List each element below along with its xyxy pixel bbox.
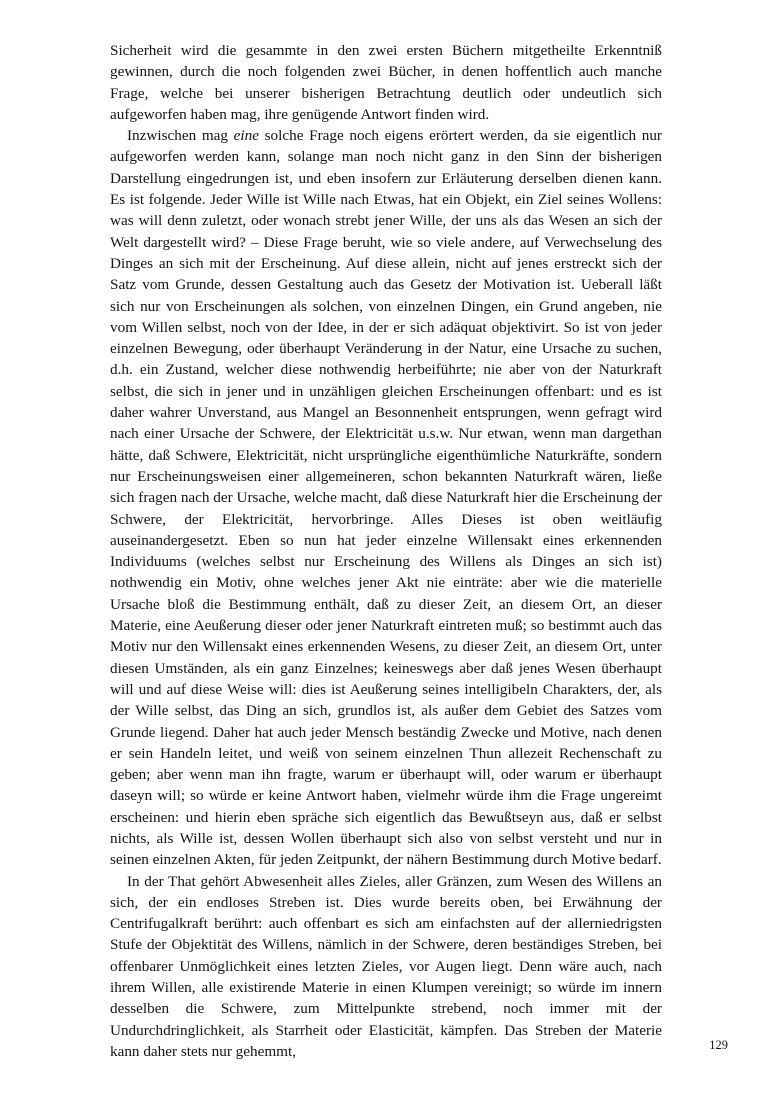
paragraph-text: solche Frage noch eigens erörtert werden, da sie eigentlich nur aufgeworfen werden kann, solange man noch nicht ganz in den Sinn der bisherigen Darstellung eingedrungen ist, und eben insofern zur Erläuterung derselben dienen kann. Es ist folgende. Jeder Wille ist Wille nach Etwas, hat ein Objekt, ein Ziel seines Wollens: was will denn zuletzt, oder wonach strebt jener Wille, der uns als das Wesen an sich der Welt dargestellt wird? – Diese Frage beruht, wie so viele andere, auf Verwechselung des Dinges an sich mit der Erscheinung. Auf diese allein, nicht auf jenes erstreckt sich der Satz vom Grunde, dessen Gestaltung auch das Gesetz der Motivation ist. Ueberall läßt sich nur von Erscheinungen als solchen, von einzelnen Dingen, ein Grund angeben, nie vom Willen selbst, noch von der Idee, in der er sich adäquat objektivirt. So ist von jeder einzelnen Bewegung, oder überhaupt Veränderung in der Natur, eine Ursache zu suchen, d.h. ein Zustand, welcher diese nothwendig herbeiführte; nie aber von der Naturkraft selbst, die sich in jener und in unzähligen gleichen Erscheinungen offenbart: und es ist daher wahrer Unverstand, aus Mangel an Besonnenheit entsprungen, wenn gefragt wird nach einer Ursache der Schwere, der Elektricität u.s.w. Nur etwan, wenn man dargethan hätte, daß Schwere, Elektricität, nicht ursprüngliche eigenthümliche Naturkräfte, sondern nur Erscheinungsweisen einer allgemeineren, schon bekannten Naturkraft wären, ließe sich fragen nach der Ursache, welche macht, daß diese Naturkraft hier die Erscheinung der Schwere, der Elektricität, hervorbringe. Alles Dieses ist oben weitläufig auseinandergesetzt. Eben so nun hat jeder einzelne Willensakt eines erkennenden Individuums (welches selbst nur Erscheinung des Willens als Dinges an sich ist) nothwendig ein Motiv, ohne welches jener Akt nie einträte: aber wie die materielle Ursache bloß die Bestimmung enthält, daß zu dieser Zeit, an diesem Ort, an dieser Materie, eine Aeußerung dieser oder jener Naturkraft eintreten muß; so bestimmt auch das Motiv nur den Willensakt eines erkennenden Wesens, zu dieser Zeit, an diesem Ort, unter diesen Umständen, als ein ganz Einzelnes; keineswegs aber daß jenes Wesen überhaupt will und auf diese Weise will: dies ist Aeußerung seines intelligibeln Charakters, der, als der Wille selbst, das Ding an sich, grundlos ist, als außer dem Gebiet des Satzes vom Grunde liegend. Daher hat auch jeder Mensch beständig Zwecke und Motive, nach denen er sein Handeln leitet, und weiß von seinem einzelnen Thun allezeit Rechenschaft zu geben; aber wenn man ihn fragte, warum er überhaupt will, oder warum er überhaupt daseyn will; so würde er keine Antwort haben, vielmehr würde ihm die Frage ungereimt erscheinen: und hierin eben spräche sich eigentlich das Bewußtseyn aus, daß er selbst nichts, als Wille ist, dessen Wollen überhaupt sich also von selbst versteht und nur in seinen einzelnen Akten, für jeden Zeitpunkt, der nähern Bestimmung durch Motive bedarf. xyxy=(110,127,662,869)
text-block xyxy=(110,40,662,1062)
paragraph: In der That gehört Abwesenheit alles Zieles, aller Gränzen, zum Wesen des Willens an sich, der ein endloses Streben ist. Dies wurde bereits oben, bei Erwähnung der Centrifugalkraft berührt: auch offenbart es sich am einfachsten auf der allerniedrigsten Stufe der Objektität des Willens, nämlich in der Schwere, deren beständiges Streben, bei offenbarer Unmöglichkeit eines letzten Zieles, vor Augen liegt. Denn wäre auch, nach ihrem Willen, alle existirende Materie in einen Klumpen vereinigt; so würde im innern desselben die Schwere, zum Mittelpunkte strebend, noch immer mit der Undurchdringlichkeit, als Starrheit oder Elasticität, kämpfen. Das Streben der Materie kann daher stets nur gehemmt, xyxy=(110,872,662,1060)
paragraph-continuation: Sicherheit wird die gesammte in den zwei ersten Büchern mitgetheilte Erkenntniß gewinnen, durch die noch folgenden zwei Bücher, in denen hoffentlich auch manche Frage, welche bei unserer bisherigen Betrachtung deutlich oder undeutlich sich aufgeworfen haben mag, ihre genügende Antwort finden wird. xyxy=(110,42,662,123)
emphasized-word: eine xyxy=(233,127,259,145)
paragraph-text: Inzwischen mag xyxy=(127,127,234,145)
page-number: 129 xyxy=(709,1038,728,1052)
paragraph xyxy=(110,125,662,870)
